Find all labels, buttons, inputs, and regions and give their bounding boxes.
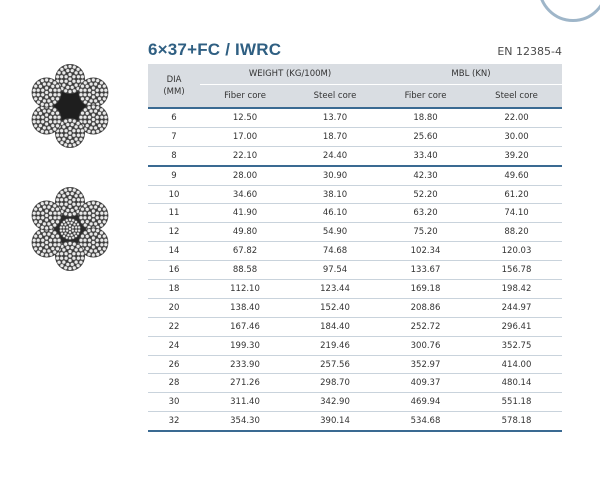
table-row — [148, 108, 562, 127]
column-header-mbl-fiber-core: Fiber core — [380, 85, 471, 109]
table-row — [148, 317, 562, 336]
cell-mbl-steel-core: 88.20 — [471, 223, 562, 242]
specification-table — [148, 64, 562, 432]
table-row — [148, 242, 562, 261]
cell-mbl-fiber-core: 352.97 — [380, 355, 471, 374]
cell-mbl-steel-core: 30.00 — [471, 127, 562, 146]
cell-dia: 8 — [148, 146, 200, 165]
cell-dia: 14 — [148, 242, 200, 261]
cell-weight-steel-core: 342.90 — [290, 393, 380, 412]
cell-mbl-steel-core: 480.14 — [471, 374, 562, 393]
column-header-dia — [148, 64, 200, 108]
corner-decoration — [538, 0, 600, 22]
cell-dia: 7 — [148, 127, 200, 146]
cell-weight-fiber-core: 167.46 — [200, 317, 290, 336]
cell-mbl-steel-core: 198.42 — [471, 280, 562, 299]
cell-mbl-fiber-core: 102.34 — [380, 242, 471, 261]
cell-mbl-fiber-core: 52.20 — [380, 185, 471, 204]
cell-mbl-fiber-core: 63.20 — [380, 204, 471, 223]
cell-dia: 11 — [148, 204, 200, 223]
cell-mbl-steel-core: 414.00 — [471, 355, 562, 374]
cell-weight-steel-core: 97.54 — [290, 261, 380, 280]
cell-dia: 10 — [148, 185, 200, 204]
cell-weight-steel-core: 54.90 — [290, 223, 380, 242]
column-header-weight-fiber-core: Fiber core — [200, 85, 290, 109]
cell-mbl-fiber-core: 25.60 — [380, 127, 471, 146]
cell-dia: 20 — [148, 298, 200, 317]
cell-weight-fiber-core: 22.10 — [200, 146, 290, 165]
cell-mbl-fiber-core: 208.86 — [380, 298, 471, 317]
cell-mbl-fiber-core: 18.80 — [380, 108, 471, 127]
table-body — [148, 108, 562, 431]
table-row — [148, 374, 562, 393]
cell-weight-steel-core: 298.70 — [290, 374, 380, 393]
cell-mbl-steel-core: 39.20 — [471, 146, 562, 165]
table-row — [148, 355, 562, 374]
cell-weight-fiber-core: 67.82 — [200, 242, 290, 261]
dia-unit: (MM) — [163, 86, 185, 97]
cell-mbl-fiber-core: 169.18 — [380, 280, 471, 299]
cell-weight-steel-core: 46.10 — [290, 204, 380, 223]
cell-dia: 16 — [148, 261, 200, 280]
cell-mbl-steel-core: 22.00 — [471, 108, 562, 127]
cell-mbl-steel-core: 156.78 — [471, 261, 562, 280]
cell-weight-steel-core: 219.46 — [290, 336, 380, 355]
table-row — [148, 127, 562, 146]
cell-weight-steel-core: 184.40 — [290, 317, 380, 336]
product-title: 6×37+FC / IWRC — [148, 40, 282, 59]
column-group-weight: WEIGHT (KG/100M) — [200, 64, 380, 85]
cell-dia: 28 — [148, 374, 200, 393]
cell-weight-steel-core: 123.44 — [290, 280, 380, 299]
cell-mbl-steel-core: 61.20 — [471, 185, 562, 204]
cell-mbl-fiber-core: 300.76 — [380, 336, 471, 355]
cell-weight-steel-core: 152.40 — [290, 298, 380, 317]
cell-mbl-steel-core: 578.18 — [471, 412, 562, 431]
cell-mbl-fiber-core: 469.94 — [380, 393, 471, 412]
cell-weight-fiber-core: 138.40 — [200, 298, 290, 317]
cell-mbl-fiber-core: 33.40 — [380, 146, 471, 165]
table-row — [148, 146, 562, 165]
table-row — [148, 412, 562, 431]
column-group-mbl: MBL (KN) — [380, 64, 562, 85]
table-row — [148, 280, 562, 299]
cell-dia: 24 — [148, 336, 200, 355]
cell-mbl-fiber-core: 75.20 — [380, 223, 471, 242]
cell-weight-steel-core: 38.10 — [290, 185, 380, 204]
cell-weight-steel-core: 24.40 — [290, 146, 380, 165]
cell-mbl-steel-core: 551.18 — [471, 393, 562, 412]
table-row — [148, 166, 562, 185]
cell-mbl-steel-core: 120.03 — [471, 242, 562, 261]
table-row — [148, 393, 562, 412]
cell-mbl-fiber-core: 409.37 — [380, 374, 471, 393]
cell-weight-steel-core: 390.14 — [290, 412, 380, 431]
cell-dia: 18 — [148, 280, 200, 299]
cell-mbl-fiber-core: 252.72 — [380, 317, 471, 336]
cell-mbl-steel-core: 296.41 — [471, 317, 562, 336]
cell-weight-steel-core: 30.90 — [290, 166, 380, 185]
cell-mbl-steel-core: 49.60 — [471, 166, 562, 185]
cell-weight-steel-core: 74.68 — [290, 242, 380, 261]
cell-dia: 26 — [148, 355, 200, 374]
standard-reference: EN 12385-4 — [497, 45, 562, 58]
cell-weight-steel-core: 257.56 — [290, 355, 380, 374]
table-row — [148, 336, 562, 355]
cell-weight-fiber-core: 233.90 — [200, 355, 290, 374]
rope-cross-section-steel-core-icon — [24, 183, 116, 275]
cell-dia: 30 — [148, 393, 200, 412]
cell-dia: 6 — [148, 108, 200, 127]
dia-label: DIA — [166, 74, 182, 85]
cell-weight-fiber-core: 354.30 — [200, 412, 290, 431]
table-row — [148, 261, 562, 280]
cell-mbl-steel-core: 352.75 — [471, 336, 562, 355]
cell-dia: 32 — [148, 412, 200, 431]
table-row — [148, 185, 562, 204]
cell-mbl-fiber-core: 42.30 — [380, 166, 471, 185]
column-header-mbl-steel-core: Steel core — [471, 85, 562, 109]
table-header-row — [148, 40, 562, 62]
cell-dia: 12 — [148, 223, 200, 242]
cell-mbl-steel-core: 74.10 — [471, 204, 562, 223]
cell-weight-fiber-core: 88.58 — [200, 261, 290, 280]
cell-weight-fiber-core: 49.80 — [200, 223, 290, 242]
cell-dia: 9 — [148, 166, 200, 185]
cell-weight-fiber-core: 311.40 — [200, 393, 290, 412]
cell-weight-fiber-core: 41.90 — [200, 204, 290, 223]
cell-mbl-fiber-core: 133.67 — [380, 261, 471, 280]
cell-weight-fiber-core: 34.60 — [200, 185, 290, 204]
cell-weight-steel-core: 18.70 — [290, 127, 380, 146]
column-header-weight-steel-core: Steel core — [290, 85, 380, 109]
cell-mbl-fiber-core: 534.68 — [380, 412, 471, 431]
cell-weight-fiber-core: 112.10 — [200, 280, 290, 299]
cell-weight-fiber-core: 17.00 — [200, 127, 290, 146]
cell-mbl-steel-core: 244.97 — [471, 298, 562, 317]
cell-weight-fiber-core: 199.30 — [200, 336, 290, 355]
table-row — [148, 204, 562, 223]
cell-dia: 22 — [148, 317, 200, 336]
cell-weight-fiber-core: 271.26 — [200, 374, 290, 393]
table-row — [148, 223, 562, 242]
cell-weight-steel-core: 13.70 — [290, 108, 380, 127]
cell-weight-fiber-core: 12.50 — [200, 108, 290, 127]
table-row — [148, 298, 562, 317]
cell-weight-fiber-core: 28.00 — [200, 166, 290, 185]
rope-cross-section-fiber-core-icon — [24, 60, 116, 152]
